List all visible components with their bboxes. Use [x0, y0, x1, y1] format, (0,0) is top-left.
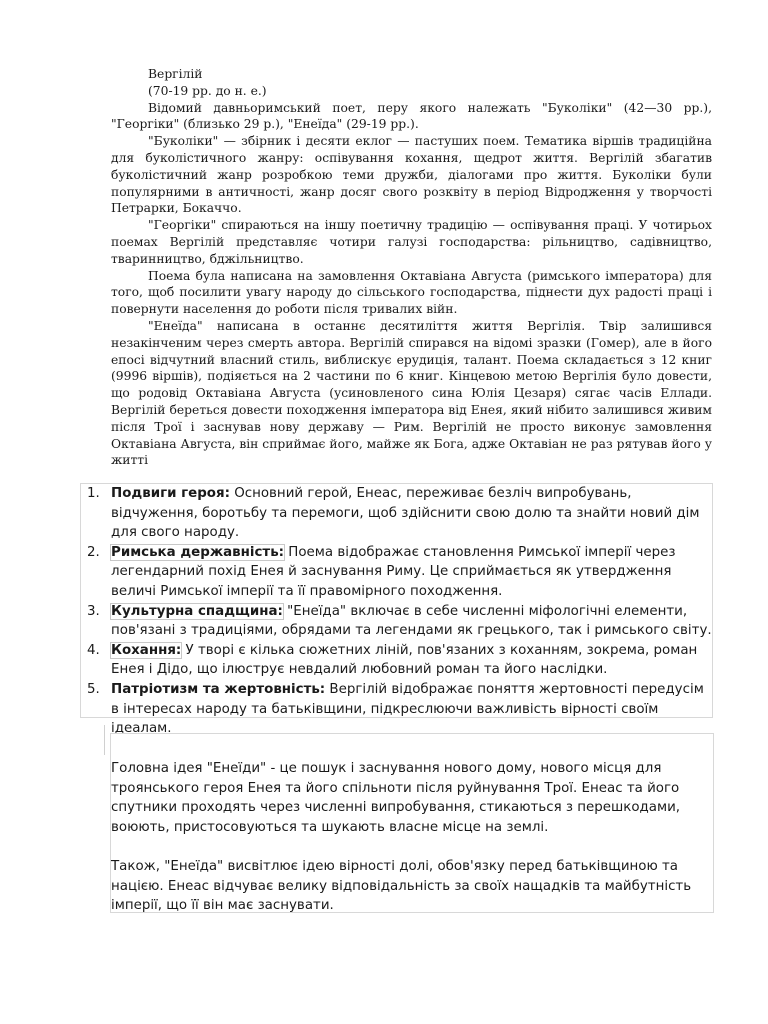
themes-list-box [80, 483, 713, 737]
list-item-term: Кохання: [111, 642, 182, 658]
main-idea-paragraph: Також, "Енеїда" висвітлює ідею вірності долі, обов'язку перед батьківщиною та нацією. Енеас відчуває велику відповідальність за своїх нащадків та майбутність імперії, що її він має заснувати. [111, 858, 692, 914]
list-item [81, 602, 712, 641]
main-idea-paragraph: Головна ідея "Енеїди" - це пошук і заснування нового дому, нового місця для троянського героя Енея та його спільноти після руйнування Трої. Енеас та його спутники проходять через численні випробування, стикаються з перешкодами, воюють, пристосовуються та шукають власне місце на землі. [111, 761, 681, 835]
article-paragraph: Відомий давньоримський поет, перу якого належать "Буколіки" (42—30 рр.), "Георгіки" (близько 29 р.), "Енеїда" (29-19 рр.). [111, 100, 712, 132]
list-item-term: Патріотизм та жертовність: [111, 681, 326, 697]
article-paragraph: Поема була написана на замовлення Октавіана Августа (римського імператора) для того, щоб посилити увагу народу до сільського господарства, піднести дух радості праці і повернути населення до роботи після тривалих війн. [111, 268, 712, 317]
list-item [81, 680, 712, 739]
list-item-number: 3. [87, 603, 100, 619]
list-item-number: 1. [87, 486, 100, 501]
article-paragraph: "Енеїда" написана в останнє десятиліття життя Вергілія. Твір залишився незакінченим через смерть автора. Вергілій спирався на відомі зразки (Гомер), але в його епосі відчутний власний стиль, виблискує ерудиція, талант. Поема складається з 12 книг (9996 віршів), подіяється на 2 частини по 6 книг. Кінцевою метою Вергілія було довести, що родовід Октавіана Августа (усиновленого сина Юлія Цезаря) сягає часів Еллади. Вергілій береться довести походження імператора від Енея, який нібито залишився живим після Трої і заснував нову державу — Рим. Вергілій не просто виконує замовлення Октавіана Августа, він сприймає його, майже як Бога, адже Октавіан не раз рятував його у житті [111, 318, 712, 468]
themes-list [81, 484, 712, 739]
list-item-text: У творі є кілька сюжетних ліній, пов'язаних з коханням, зокрема, роман Енея і Дідо, що ілюструє невдалий любовний роман та його наслідки. [111, 642, 698, 678]
list-item-text: Основний герой, Енеас, переживає безліч випробувань, відчуження, боротьбу та перемоги, щоб здійснити свою долю та знайти новий дім для свого народу. [111, 486, 700, 541]
list-item [81, 543, 712, 602]
list-item-term: Подвиги героя: [111, 486, 230, 501]
list-item-number: 4. [87, 642, 100, 658]
list-item [81, 484, 712, 543]
list-item-number: 5. [87, 681, 100, 697]
list-item-term: Римська державність: [111, 544, 285, 560]
article-section [111, 66, 712, 469]
article-paragraph: "Георгіки" спираються на іншу поетичну традицію — оспівування праці. У чотирьох поемах Вергілій представляє чотири галузі господарства: рільництво, садівництво, тваринництво, бджільництво. [111, 218, 712, 266]
list-item-number: 2. [87, 544, 100, 560]
article-dates: (70-19 рр. до н. е.) [148, 83, 267, 98]
article-title: Вергілій [148, 67, 203, 81]
list-item [81, 641, 712, 680]
list-item-text: Вергілій відображає поняття жертовності передусім в інтересах народу та батьківщини, підкреслюючи важливість вірності своїм ідеалам. [111, 681, 704, 737]
divider [104, 725, 105, 755]
list-item-text: "Енеїда" включає в себе численні міфологічні елементи, пов'язані з традиціями, обрядами та легендами як грецького, так і римського світу. [111, 603, 712, 639]
article-paragraph: "Буколіки" — збірник і десяти еклог — пастуших поем. Тематика віршів традиційна для буколістичного жанру: оспівування кохання, щедрот життя. Вергілій збагатив буколістичний жанр розробкою теми дружби, діалогами про життя. Буколіки були популярними в античності, жанр досяг свого розквіту в період Відродження у творчості Петрарки, Бокаччо. [111, 134, 712, 216]
list-item-term: Культурна спадщина: [111, 603, 283, 619]
main-idea-box [110, 733, 714, 913]
list-item-text: Поема відображає становлення Римської імперії через легендарний похід Енея й заснування Риму. Це сприймається як утвердження величі Римської імперії та її правомірного походження. [111, 544, 676, 599]
